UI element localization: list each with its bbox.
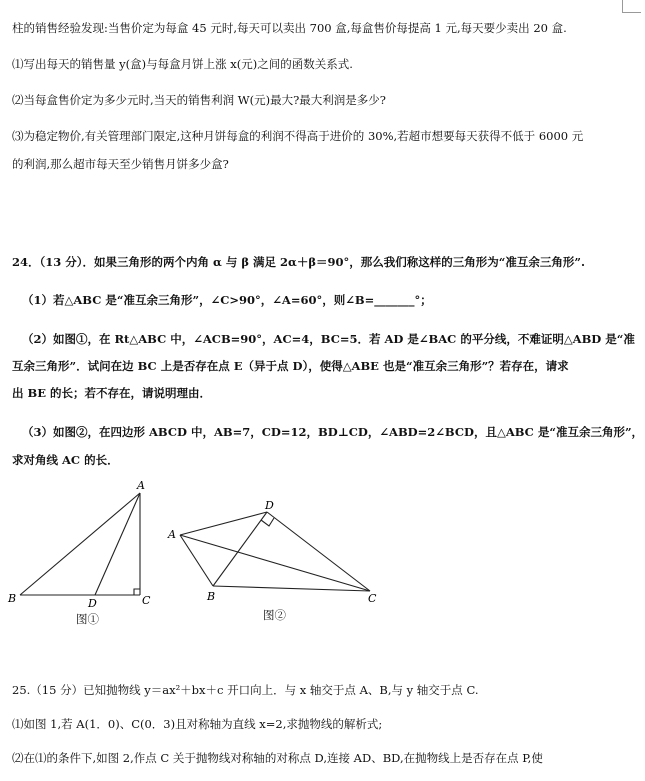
fig1-right-angle-mark	[134, 589, 140, 595]
problem-text-line-4: ⑶为稳定物价,有关管理部门限定,这种月饼每盒的利润不得高于进价的 30%,若超市想要每天获得不低于 6000 元	[12, 129, 584, 143]
figure-2-quadrilateral	[165, 498, 385, 608]
question-24-part-1: （1）若△ABC 是“准互余三角形”，∠C>90°，∠A=60°，则∠B=_______°；	[22, 293, 432, 307]
question-24-part-2-end: 出 BE 的长；若不存在，请说明理由．	[12, 386, 211, 400]
fig2-segment-ac	[180, 535, 370, 591]
problem-text-line-2: ⑴写出每天的销售量 y(盒)与每盒月饼上涨 x(元)之间的函数关系式.	[12, 57, 353, 71]
fig2-label-c: C	[368, 592, 377, 605]
fig1-label-a: A	[137, 480, 145, 492]
figure-1-right-triangle	[0, 480, 170, 630]
fig2-segment-bc	[213, 586, 370, 591]
problem-text-line-3: ⑵当每盒售价定为多少元时,当天的销售利润 W(元)最大?最大利润是多少?	[12, 93, 386, 107]
question-24-part-3-end: 求对角线 AC 的长．	[12, 453, 119, 467]
fig1-segment-ab	[20, 493, 140, 595]
figure-2-caption: 图②	[263, 608, 286, 622]
fig1-label-b: B	[8, 592, 17, 605]
fig2-segment-bd	[213, 512, 267, 586]
question-24-part-2-cont: 互余三角形”．试问在边 BC 上是否存在点 E（异于点 D），使得△ABE 也是“准互余三角形”？若存在，请求	[12, 359, 569, 373]
fig2-segment-ab	[180, 535, 213, 586]
fig2-segment-ad	[180, 512, 267, 535]
question-24-heading: 24．（13 分）．如果三角形的两个内角 α 与 β 满足 2α＋β＝90°，那么我们称这样的三角形为“准互余三角形”.	[12, 255, 585, 269]
problem-text-line-1: 柱的销售经验发现:当售价定为每盒 45 元时,每天可以卖出 700 盒,每盒售价每提高 1 元,每天要少卖出 20 盒.	[12, 21, 567, 35]
fig2-right-angle-mark	[261, 518, 274, 526]
fig2-label-d: D	[265, 499, 274, 512]
figure-1-caption: 图①	[76, 612, 99, 626]
fig1-segment-ad	[95, 493, 140, 595]
question-25-part-2: ⑵在⑴的条件下,如图 2,作点 C 关于抛物线对称轴的对称点 D,连接 AD、BD,在抛物线上是否存在点 P,使	[12, 751, 543, 765]
question-24-part-2: （2）如图①，在 Rt△ABC 中，∠ACB=90°，AC=4，BC=5．若 AD 是∠BAC 的平分线，不难证明△ABD 是“准	[22, 332, 635, 346]
problem-text-line-5: 的利润,那么超市每天至少销售月饼多少盒?	[12, 157, 229, 171]
fig1-label-d: D	[88, 597, 97, 610]
page-corner-mark	[622, 0, 641, 13]
question-25-heading: 25.（15 分）已知抛物线 y＝ax²＋bx＋c 开口向上．与 x 轴交于点 A、B,与 y 轴交于点 C.	[12, 683, 479, 697]
fig2-label-b: B	[207, 590, 216, 603]
question-24-part-3: （3）如图②，在四边形 ABCD 中，AB=7，CD=12，BD⊥CD，∠ABD=2∠BCD，且△ABC 是“准互余三角形”，	[22, 425, 644, 439]
question-25-part-1: ⑴如图 1,若 A(1．0)、C(0．3)且对称轴为直线 x=2,求抛物线的解析式;	[12, 717, 383, 731]
fig1-label-c: C	[142, 594, 151, 607]
fig2-label-a: A	[168, 528, 176, 541]
fig2-segment-dc	[267, 512, 370, 591]
